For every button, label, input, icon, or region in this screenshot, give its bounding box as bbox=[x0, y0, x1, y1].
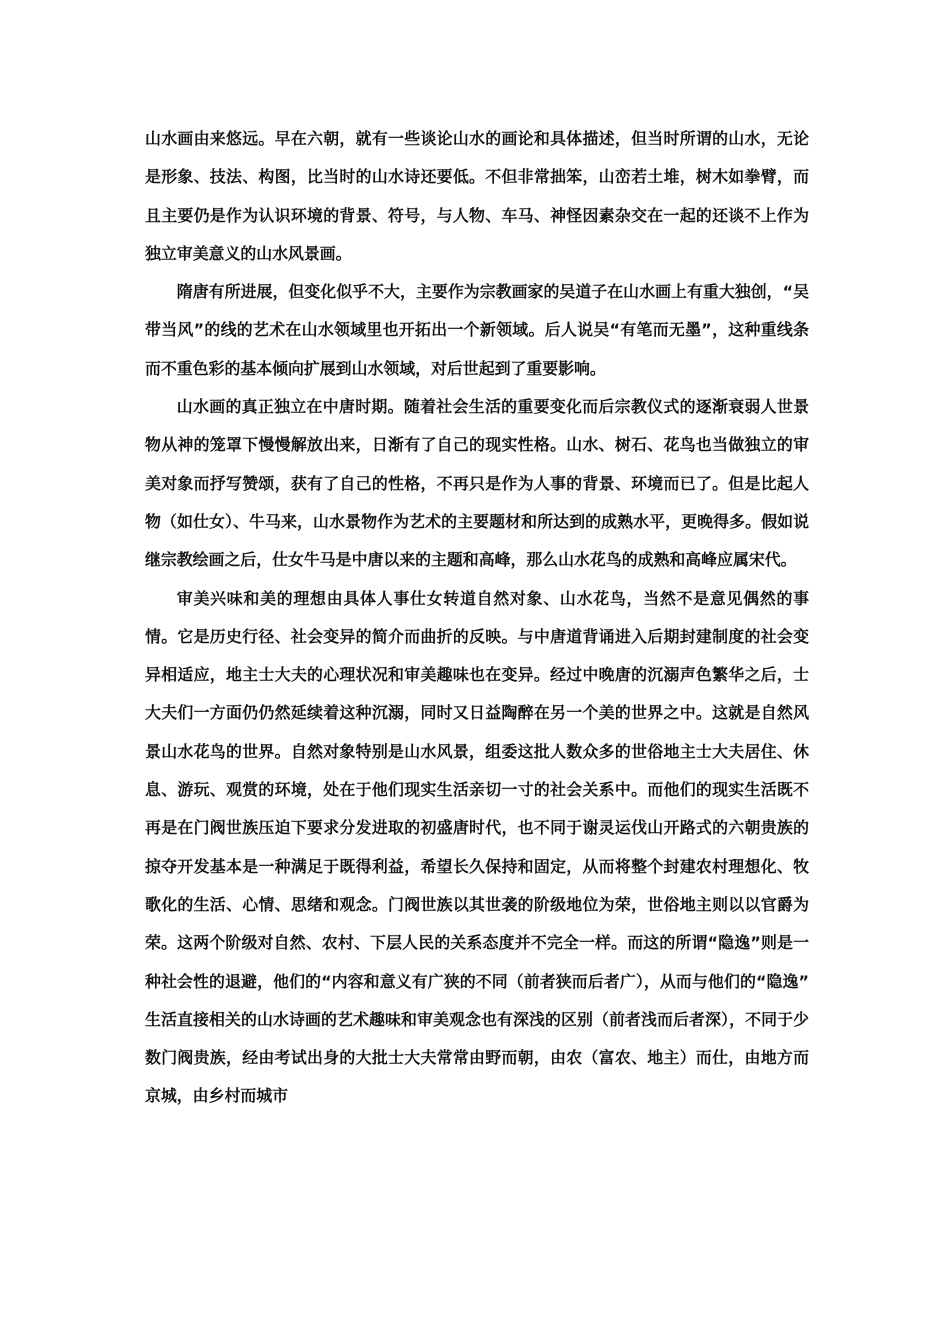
paragraph-aesthetic-shift: 审美兴味和美的理想由具体人事仕女转道自然对象、山水花鸟，当然不是意见偶然的事情。它是历史行径、社会变异的简介而曲折的反映。与中唐道背诵进入后期封建制度的社会变异相适应，地主士大夫的心理状况和审美趣味也在变异。经过中晚唐的沉溺声色繁华之后，士大夫们一方面仍仍然延续着这种沉溺，同时又日益陶醉在另一个美的世界之中。这就是自然风景山水花鸟的世界。自然对象特别是山水风景，组委这批人数众多的世俗地主士大夫居住、休息、游玩、观赏的环境，处在于他们现实生活亲切一寸的社会关系中。而他们的现实生活既不再是在门阀世族压迫下要求分发进取的初盛唐时代，也不同于谢灵运伐山开路式的六朝贵族的掠夺开发基本是一种满足于既得利益，希望长久保持和固定，从而将整个封建农村理想化、牧歌化的生活、心情、思绪和观念。门阀世族以其世袭的阶级地位为荣，世俗地主则以以官爵为荣。这两个阶级对自然、农村、下层人民的关系态度并不完全一样。而这的所谓“隐逸”则是一种社会性的退避，他们的“内容和意义有广狭的不同（前者狭而后者广），从而与他们的“隐逸” 生活直接相关的山水诗画的艺术趣味和审美观念也有深浅的区别（前者浅而后者深），不同于少数门阀贵族，经由考试出身的大批士大夫常常由野而朝，由农（富农、地主）而仕，由地方而京城，由乡村而城市 bbox=[145, 588, 809, 1106]
paragraph-mid-tang: 山水画的真正独立在中唐时期。随着社会生活的重要变化而后宗教仪式的逐渐衰弱人世景物从神的笼罩下慢慢解放出来，日渐有了自己的现实性格。山水、树石、花鸟也当做独立的审美对象而抒写赞颂，获有了自己的性格，不再只是作为人事的背景、环境而已了。但是比起人物（如仕女）、牛马来，山水景物作为艺术的主要题材和所达到的成熟水平，更晚得多。假如说继宗教绘画之后，仕女牛马是中唐以来的主题和高峰，那么山水花鸟的成熟和高峰应属宋代。 bbox=[145, 397, 809, 570]
paragraph-intro: 山水画由来悠远。早在六朝，就有一些谈论山水的画论和具体描述，但当时所谓的山水，无论是形象、技法、构图，比当时的山水诗还要低。不但非常拙笨，山峦若土堆，树木如拳臂，而且主要仍是作为认识环境的背景、符号，与人物、车马、神怪因素杂交在一起的还谈不上作为独立审美意义的山水风景画。 bbox=[145, 129, 809, 263]
paragraph-sui-tang: 隋唐有所进展，但变化似乎不大，主要作为宗教画家的吴道子在山水画上有重大独创，“吴带当风”的线的艺术在山水领域里也开拓出一个新领域。后人说吴“有笔而无墨”，这种重线条而不重色彩的基本倾向扩展到山水领域，对后世起到了重要影响。 bbox=[145, 282, 809, 378]
document-body bbox=[145, 120, 809, 1116]
